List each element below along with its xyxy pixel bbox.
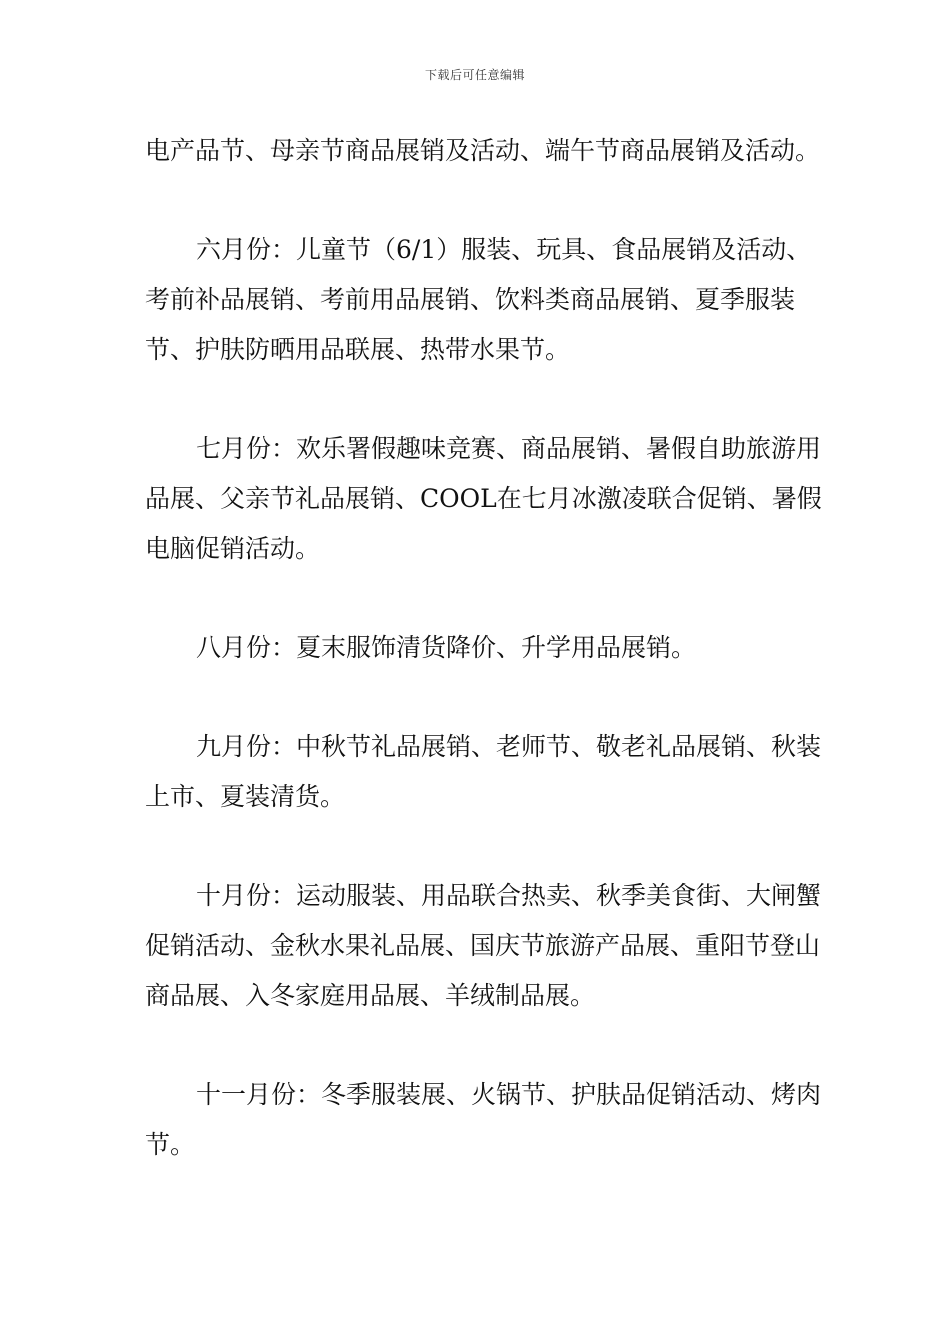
document-body xyxy=(145,126,835,1219)
paragraph-july: 七月份：欢乐署假趣味竞赛、商品展销、暑假自助旅游用品展、父亲节礼品展销、COOL在七月冰激凌联合促销、暑假电脑促销活动。 xyxy=(145,434,822,563)
paragraph-may-continued: 电产品节、母亲节商品展销及活动、端午节商品展销及活动。 xyxy=(145,136,821,165)
paragraph-september: 九月份：中秋节礼品展销、老师节、敬老礼品展销、秋装上市、夏装清货。 xyxy=(145,732,822,811)
paragraph-november: 十一月份：冬季服装展、火锅节、护肤品促销活动、烤肉节。 xyxy=(145,1080,822,1159)
paragraph-june: 六月份：儿童节（6/1）服装、玩具、食品展销及活动、考前补品展销、考前用品展销、饮料类商品展销、夏季服装节、护肤防晒用品联展、热带水果节。 xyxy=(145,235,812,364)
paragraph-august: 八月份：夏末服饰清货降价、升学用品展销。 xyxy=(196,633,697,662)
header-note: 下载后可任意编辑 xyxy=(424,68,525,82)
paragraph-october: 十月份：运动服装、用品联合热卖、秋季美食街、大闸蟹促销活动、金秋水果礼品展、国庆节旅游产品展、重阳节登山商品展、入冬家庭用品展、羊绒制品展。 xyxy=(145,881,822,1010)
